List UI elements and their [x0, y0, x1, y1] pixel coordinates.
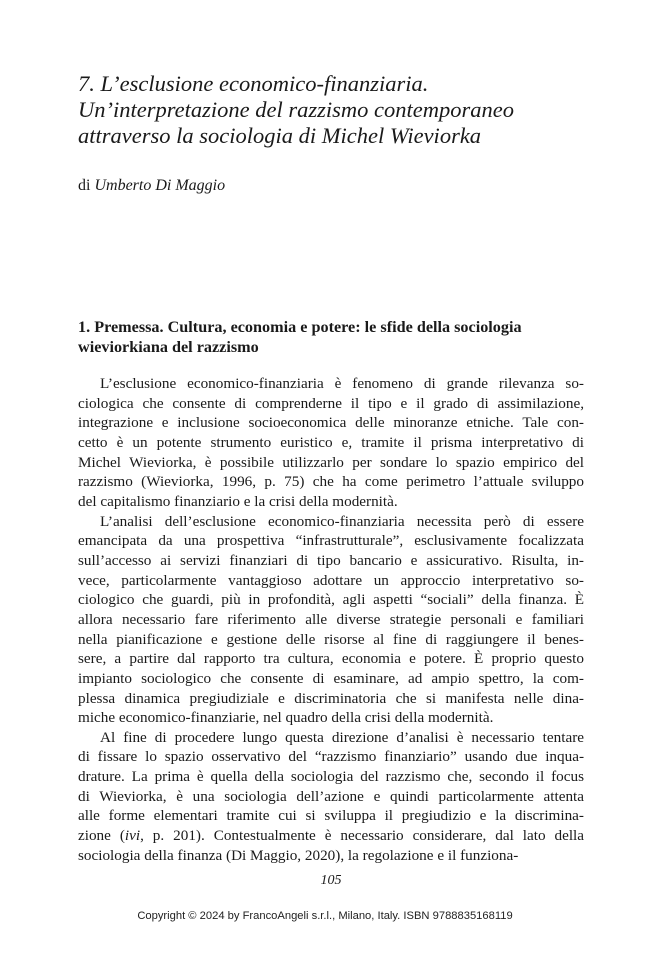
text-line: ciologico che guardi, più in profondità, agli aspetti “sociali” della finanza. È: [78, 591, 584, 609]
text-line: emancipata da una prospettiva “infrastrutturale”, esclusivamente focalizzata: [78, 532, 584, 550]
text-line: sociologia della finanza (Di Maggio, 2020), la regolazione e il funziona-: [78, 846, 519, 864]
chapter-title-line: 7. L’esclusione economico-finanziaria.: [78, 71, 429, 96]
text-line: ciologica che consente di comprenderne il tipo e il grado di assimilazione,: [78, 394, 584, 412]
section-title-line: 1. Premessa. Cultura, economia e potere: le sfide della sociologia: [78, 318, 522, 336]
text-line: integrazione e inclusione socioeconomica delle minoranze etniche. Tale con-: [78, 414, 584, 432]
text-line: allora necessario fare riferimento alle diverse strategie personali e familiari: [78, 610, 584, 628]
text-line: di Wieviorka, è una sociologia dell’azione e quindi particolarmente attenta: [78, 787, 584, 805]
text-line: miche economico-finanziarie, nel quadro della crisi della modernità.: [78, 709, 494, 727]
text-line: L’esclusione economico-finanziaria è fenomeno di grande rilevanza so-: [100, 375, 584, 392]
byline: [78, 176, 225, 196]
text-line: plessa dinamica pregiudiziale e discriminatoria che si manifesta nelle dina-: [78, 689, 584, 707]
text-line: del capitalismo finanziario e la crisi della modernità.: [78, 492, 398, 510]
text-line: drature. La prima è quella della sociologia del razzismo che, secondo il focus: [78, 768, 584, 786]
text-line: sull’accesso ai servizi finanziari di tipo bancario e assicurativo. Risulta, in-: [78, 551, 584, 569]
byline-prefix: di: [78, 177, 91, 194]
text-line: nella pianificazione e gestione delle risorse al fine di raggiungere il benes-: [78, 630, 584, 648]
copyright-notice: Copyright © 2024 by FrancoAngeli s.r.l., Milano, Italy. ISBN 9788835168119: [137, 910, 513, 922]
text-line: Michel Wieviorka, è possibile utilizzarlo per sondare lo spazio empirico del: [78, 453, 584, 471]
page-number: 105: [320, 873, 342, 888]
chapter-title-line: Un’interpretazione del razzismo contemporaneo: [78, 97, 514, 122]
section-title: [78, 317, 584, 357]
body-text: [78, 374, 584, 865]
text-line: di fissare lo spazio osservativo del “razzismo finanziario” usando due inqua-: [78, 748, 584, 766]
text-line: impianto sociologico che consente di esaminare, ad ampio spettro, la com-: [78, 669, 584, 687]
section-title-line: wieviorkiana del razzismo: [78, 338, 259, 356]
chapter-title-line: attraverso la sociologia di Michel Wieviorka: [78, 123, 482, 148]
chapter-title: [78, 71, 584, 149]
text-line: sere, a partire dal rapporto tra cultura, economia e potere. È proprio questo: [78, 650, 584, 668]
paragraph: [78, 374, 584, 512]
text-line: razzismo (Wieviorka, 1996, p. 75) che ha come perimetro l’attuale sviluppo: [78, 473, 584, 491]
text-line: cetto è un potente strumento euristico e, tramite il prisma interpretativo di: [78, 433, 584, 451]
text-line: alle forme elementari tramite cui si sviluppa il pregiudizio e la discrimina-: [78, 807, 584, 825]
paragraph: [78, 512, 584, 728]
text-line: Al fine di procedere lungo questa direzione d’analisi è necessario tentare: [100, 728, 584, 746]
author-name: Umberto Di Maggio: [94, 177, 226, 194]
text-line: vece, particolarmente vantaggioso adottare un approccio interpretativo so-: [78, 571, 584, 589]
text-line: zione (ivi, p. 201). Contestualmente è necessario considerare, dal lato della: [78, 827, 585, 845]
paragraph: [78, 728, 584, 866]
text-line: L’analisi dell’esclusione economico-finanziaria necessita però di essere: [100, 512, 584, 530]
